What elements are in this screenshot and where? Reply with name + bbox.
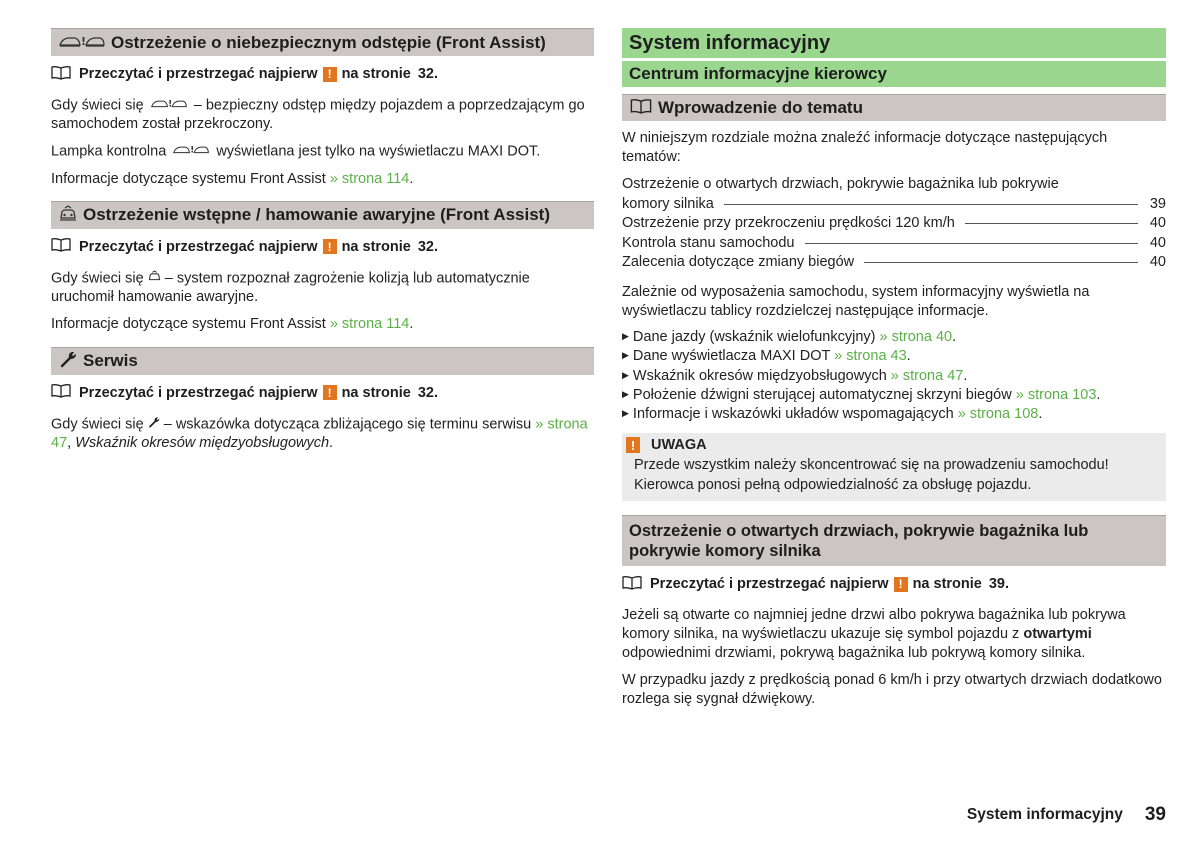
bullet-list — [622, 328, 1166, 424]
page-link[interactable]: » strona 47 — [51, 416, 588, 452]
warning-title: UWAGA — [651, 437, 707, 454]
page-link[interactable]: » strona 103 — [1015, 386, 1097, 403]
read-first-page: 39. — [988, 576, 1010, 593]
paragraph — [51, 96, 594, 134]
paragraph-text: . — [409, 315, 414, 332]
paragraph-text: . — [409, 170, 414, 187]
toc-leader — [965, 223, 1138, 224]
book-icon — [51, 383, 71, 402]
read-first-text: Przeczytać i przestrzegać najpierw — [79, 384, 318, 401]
read-first-suffix: na stronie — [341, 66, 411, 82]
paragraph: Zależnie od wyposażenia samochodu, system informacyjny wyświetla na wyświetlaczu tablicy rozdzielczej następujące informacje. — [622, 283, 1090, 319]
paragraph-text: Informacje dotyczące systemu Front Assist — [51, 315, 326, 332]
warning-line: Przede wszystkim należy skoncentrować się na prowadzeniu samochodu! — [634, 457, 1109, 474]
paragraph — [622, 606, 1166, 663]
list-item-text: . — [1038, 406, 1043, 423]
list-item-text: . — [952, 328, 957, 345]
toc-entry[interactable] — [622, 214, 1166, 234]
warning-icon: ! — [626, 437, 640, 453]
front-assist-distance-icon — [148, 96, 190, 115]
svg-text:!: ! — [190, 145, 195, 156]
section-title: Ostrzeżenie wstępne / hamowanie awaryjne (Front Assist) — [83, 205, 550, 225]
toc-page: 40 — [1149, 234, 1166, 251]
toc-page: 40 — [1149, 254, 1166, 271]
read-first-page: 32. — [417, 66, 439, 82]
warning-icon: ! — [323, 67, 337, 82]
toc-entry-text: Ostrzeżenie przy przekroczeniu prędkości 120 km/h — [622, 215, 955, 232]
svg-text:!: ! — [167, 99, 172, 109]
toc-page: 40 — [1149, 215, 1166, 232]
toc-entry-text: komory silnika — [622, 195, 714, 212]
page-number: 39 — [1144, 804, 1166, 825]
paragraph-text: odpowiednimi drzwiami, pokrywą bagażnika lub pokrywą komory silnika. — [622, 645, 1086, 662]
front-assist-collision-icon — [148, 269, 161, 288]
warning-icon: ! — [323, 239, 337, 254]
page-link[interactable]: » strona 47 — [890, 367, 964, 384]
wrench-icon — [59, 350, 77, 373]
warning-box — [622, 433, 1166, 501]
paragraph-text: wyświetlana jest tylko na wyświetlaczu MAXI DOT. — [216, 143, 541, 160]
toc-leader — [805, 243, 1139, 244]
page-link[interactable]: » strona 114 — [329, 315, 410, 332]
list-item — [622, 386, 1166, 405]
paragraph-text: – bezpieczny odstęp między pojazdem a poprzedzającym go samochodem został przekroczony. — [51, 97, 585, 133]
list-item-text: Dane jazdy (wskaźnik wielofunkcyjny) — [632, 328, 876, 345]
warning-line: Kierowca ponosi pełną odpowiedzialność za obsługę pojazdu. — [634, 477, 1032, 494]
list-item-text: . — [963, 367, 968, 384]
front-assist-distance-icon — [170, 142, 212, 161]
section-title: Ostrzeżenie o niebezpiecznym odstępie (Front Assist) — [111, 32, 546, 52]
toc-entry[interactable] — [622, 253, 1166, 273]
read-first-suffix: na stronie — [912, 576, 982, 593]
page-link[interactable]: » strona 114 — [329, 170, 410, 187]
paragraph-text: – wskazówka dotycząca zbliżającego się terminu serwisu — [163, 416, 532, 433]
list-item-text: Wskaźnik okresów międzyobsługowych — [632, 367, 887, 384]
book-icon — [51, 237, 71, 256]
list-item-text: . — [1096, 386, 1101, 403]
section-heading-service — [51, 347, 594, 375]
section-heading-front-assist-warning — [51, 201, 594, 229]
paragraph: W przypadku jazdy z prędkością ponad 6 km/h i przy otwartych drzwiach dodatkowo rozlega się sygnał dźwiękowy. — [622, 672, 1162, 708]
warning-header — [622, 435, 1166, 455]
toc-entry-text: Zalecenia dotyczące zmiany biegów — [622, 254, 855, 271]
paragraph-text: Informacje dotyczące systemu Front Assist — [51, 170, 326, 187]
bold-term: otwartymi — [1023, 626, 1092, 643]
front-assist-collision-icon — [59, 205, 77, 226]
wrench-icon — [148, 415, 160, 434]
toc-leader — [724, 204, 1138, 205]
toc-page: 39 — [1149, 195, 1166, 212]
section-heading-front-assist-distance — [51, 28, 594, 56]
warning-icon: ! — [894, 577, 908, 592]
paragraph-text: , — [67, 435, 72, 452]
list-item — [622, 347, 1166, 366]
read-first-text: Przeczytać i przestrzegać najpierw — [650, 576, 889, 593]
book-icon — [51, 65, 71, 84]
read-first-line — [51, 237, 594, 257]
page-footer — [967, 804, 1166, 826]
paragraph: W niniejszym rozdziale można znaleźć informacje dotyczące następujących tematów: — [622, 130, 1108, 165]
subchapter-title: Centrum informacyjne kierowcy — [622, 61, 1166, 87]
section-title-line: Ostrzeżenie o otwartych drzwiach, pokrywie bagażnika lub — [629, 522, 1089, 541]
paragraph-text: Jeżeli są otwarte co najmniej jedne drzwi albo pokrywa bagażnika lub pokrywa komory silnika, na wyświetlaczu ukazuje się symbol pojazdu z — [622, 607, 1126, 643]
read-first-text: Przeczytać i przestrzegać najpierw — [79, 238, 318, 255]
read-first-suffix: na stronie — [341, 384, 411, 401]
paragraph — [51, 315, 594, 334]
page-link[interactable]: » strona 43 — [834, 348, 907, 365]
paragraph-text: Lampka kontrolna — [51, 143, 167, 160]
paragraph-text: Gdy świeci się — [51, 97, 144, 114]
read-first-page: 32. — [417, 238, 439, 255]
paragraph-text: Gdy świeci się — [51, 416, 144, 433]
list-item — [622, 405, 1166, 424]
read-first-suffix: na stronie — [341, 238, 411, 255]
read-first-page: 32. — [417, 384, 439, 401]
chapter-title: System informacyjny — [622, 28, 1166, 58]
front-assist-distance-icon — [59, 33, 105, 53]
section-title: Serwis — [83, 351, 138, 371]
right-column — [622, 28, 1166, 709]
section-title: Wprowadzenie do tematu — [658, 98, 863, 117]
list-item-text: Położenie dźwigni sterującej automatycznej skrzyni biegów — [632, 386, 1012, 403]
toc-entry[interactable] — [622, 234, 1166, 254]
paragraph — [51, 142, 594, 161]
list-item — [622, 367, 1166, 386]
read-first-text: Przeczytać i przestrzegać najpierw — [79, 66, 318, 82]
list-item-text: Dane wyświetlacza MAXI DOT — [632, 348, 831, 365]
section-title-line: pokrywie komory silnika — [629, 542, 821, 561]
footer-title: System informacyjny — [966, 806, 1123, 823]
list-item-text: . — [906, 348, 911, 365]
read-first-line — [51, 383, 594, 403]
paragraph — [51, 415, 594, 453]
paragraph-text: – system rozpoznał zagrożenie kolizją lub automatycznie uruchomił hamowanie awaryjne. — [51, 269, 530, 305]
italic-reference: Wskaźnik okresów międzyobsługowych — [75, 435, 330, 452]
left-column — [51, 28, 594, 453]
page-link[interactable]: » strona 40 — [879, 328, 953, 345]
toc-entry-text: Kontrola stanu samochodu — [622, 234, 795, 251]
toc-list — [622, 175, 1166, 273]
toc-entry[interactable] — [622, 195, 1166, 215]
read-first-line — [51, 64, 594, 84]
book-icon — [630, 98, 652, 119]
svg-text:!: ! — [81, 34, 87, 48]
paragraph-text: Gdy świeci się — [51, 269, 144, 286]
list-item-text: Informacje i wskazówki układów wspomagających — [632, 406, 954, 423]
page-link[interactable]: » strona 108 — [957, 406, 1039, 423]
paragraph — [51, 170, 594, 189]
paragraph — [51, 269, 594, 307]
warning-text — [622, 455, 1166, 495]
section-heading-doors — [622, 515, 1166, 566]
read-first-line — [622, 574, 1166, 594]
paragraph-text: . — [329, 435, 334, 452]
warning-icon: ! — [323, 385, 337, 400]
book-icon — [622, 575, 642, 594]
section-heading-intro — [622, 94, 1166, 121]
toc-entry-prefix: Ostrzeżenie o otwartych drzwiach, pokrywie bagażnika lub pokrywie — [622, 176, 1059, 192]
list-item — [622, 328, 1166, 347]
toc-leader — [864, 262, 1138, 263]
